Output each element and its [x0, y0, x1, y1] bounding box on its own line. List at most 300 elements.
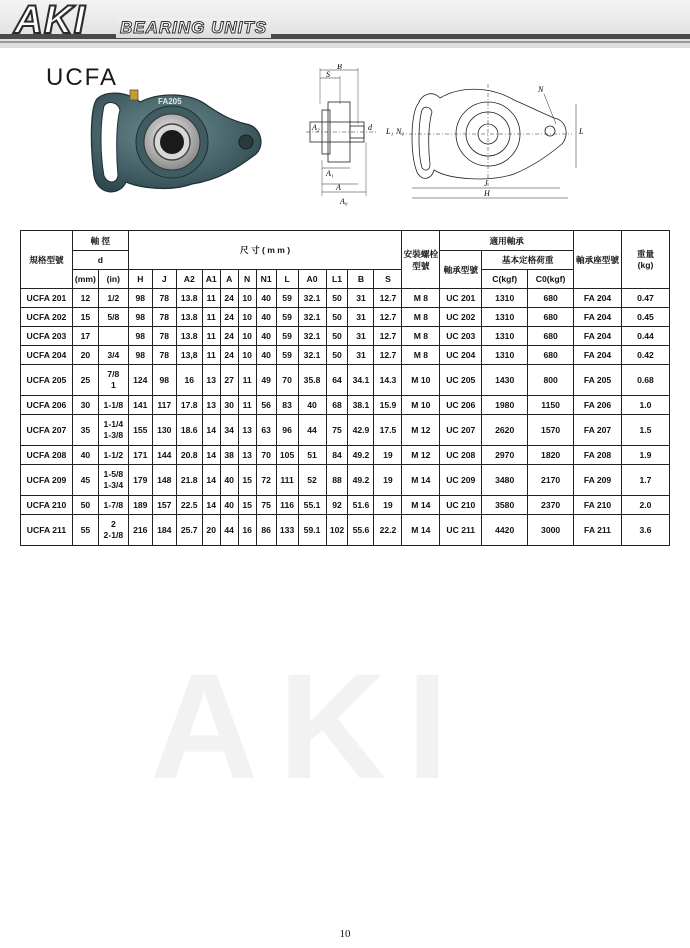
cell-n1: 49: [256, 365, 276, 396]
cell-l1: 50: [326, 289, 348, 308]
cell-h: 124: [128, 365, 152, 396]
dim-label-A2: A₂: [312, 123, 320, 132]
cell-n1: 40: [256, 289, 276, 308]
cell-mm: 45: [72, 465, 98, 496]
cell-c: 1310: [482, 327, 528, 346]
cell-mm: 15: [72, 308, 98, 327]
table-row: [21, 465, 670, 496]
cell-in: 1/2: [98, 289, 128, 308]
cell-l: 59: [276, 308, 298, 327]
cell-b: 31: [348, 289, 374, 308]
cell-a0: 32.1: [298, 308, 326, 327]
cell-a0: 32.1: [298, 346, 326, 365]
cell-mm: 17: [72, 327, 98, 346]
cell-c0: 2170: [528, 465, 574, 496]
cell-h: 98: [128, 346, 152, 365]
cell-in: [98, 365, 128, 396]
cell-model: UCFA 203: [21, 327, 73, 346]
cell-b: 51.6: [348, 496, 374, 515]
dim-label-H: H: [484, 189, 490, 198]
cell-a0: 32.1: [298, 327, 326, 346]
cell-j: 98: [152, 365, 176, 396]
cell-mm: 20: [72, 346, 98, 365]
table-row: [21, 289, 670, 308]
cell-a0: 35.8: [298, 365, 326, 396]
cell-c0: 680: [528, 289, 574, 308]
cell-s: 12.7: [374, 308, 402, 327]
cell-c0: 680: [528, 308, 574, 327]
cell-a: 24: [220, 308, 238, 327]
header-dimensions: 尺 寸 ( m m ): [128, 231, 402, 270]
dim-label-B: B: [337, 64, 342, 71]
cell-in-line1: 1-1/4: [103, 419, 124, 429]
cell-h: 189: [128, 496, 152, 515]
cell-a1: 20: [202, 515, 220, 546]
cell-n1: 63: [256, 415, 276, 446]
cell-bearing: UC 205: [440, 365, 482, 396]
cell-h: 98: [128, 308, 152, 327]
cell-n: 10: [238, 308, 256, 327]
cell-a2: 25.7: [176, 515, 202, 546]
cell-in: [98, 327, 128, 346]
cell-model: UCFA 211: [21, 515, 73, 546]
cell-weight: 1.5: [621, 415, 669, 446]
cell-a2: 22.5: [176, 496, 202, 515]
cell-mm: 50: [72, 496, 98, 515]
cell-bearing: UC 208: [440, 446, 482, 465]
cell-j: 184: [152, 515, 176, 546]
cell-s: 15.9: [374, 396, 402, 415]
cell-bolt: M 10: [402, 365, 440, 396]
cell-a: 44: [220, 515, 238, 546]
cell-b: 42.9: [348, 415, 374, 446]
cell-a2: 18.6: [176, 415, 202, 446]
cell-s: 19: [374, 496, 402, 515]
cell-l: 111: [276, 465, 298, 496]
cell-c0: 680: [528, 346, 574, 365]
cell-l1: 50: [326, 327, 348, 346]
cell-a0: 51: [298, 446, 326, 465]
cell-mm: 35: [72, 415, 98, 446]
cell-in: [98, 465, 128, 496]
cell-bearing: UC 211: [440, 515, 482, 546]
cell-mm: 30: [72, 396, 98, 415]
dim-label-L: L: [579, 127, 584, 136]
cell-bolt: M 8: [402, 346, 440, 365]
cell-bolt: M 8: [402, 327, 440, 346]
cell-a2: 21.8: [176, 465, 202, 496]
cell-bolt: M 12: [402, 446, 440, 465]
header-banner: [0, 0, 690, 48]
table-row: [21, 365, 670, 396]
header-rating: 基本定格荷重: [482, 251, 574, 270]
cell-a1: 14: [202, 415, 220, 446]
cell-housing: FA 206: [574, 396, 622, 415]
cell-s: 19: [374, 446, 402, 465]
cell-j: 130: [152, 415, 176, 446]
cell-housing: FA 205: [574, 365, 622, 396]
cell-in: 5/8: [98, 308, 128, 327]
cell-c0: 1820: [528, 446, 574, 465]
cell-s: 12.7: [374, 327, 402, 346]
spec-table: [20, 230, 670, 546]
cell-a2: 16: [176, 365, 202, 396]
cell-a1: 11: [202, 346, 220, 365]
model-title: UCFA: [46, 64, 119, 91]
cell-h: 171: [128, 446, 152, 465]
header-A: A: [220, 270, 238, 289]
cell-c: 1980: [482, 396, 528, 415]
cell-bolt: M 12: [402, 415, 440, 446]
cell-s: 14.3: [374, 365, 402, 396]
cell-a2: 13.8: [176, 289, 202, 308]
watermark: AKI: [150, 642, 469, 810]
cell-b: 38.1: [348, 396, 374, 415]
cell-h: 98: [128, 289, 152, 308]
cell-c: 1310: [482, 308, 528, 327]
cell-b: 31: [348, 308, 374, 327]
cell-c: 1310: [482, 289, 528, 308]
cell-in-line2: 1-3/4: [103, 480, 124, 490]
cell-h: 155: [128, 415, 152, 446]
header-c0: C0(kgf): [528, 270, 574, 289]
cell-n1: 40: [256, 327, 276, 346]
cell-weight: 0.68: [621, 365, 669, 396]
cell-h: 141: [128, 396, 152, 415]
cell-weight: 3.6: [621, 515, 669, 546]
cell-l1: 50: [326, 308, 348, 327]
cell-weight: 0.47: [621, 289, 669, 308]
cell-l: 96: [276, 415, 298, 446]
cell-s: 22.2: [374, 515, 402, 546]
dim-label-L1: L₁: [386, 127, 394, 136]
cell-weight: 1.7: [621, 465, 669, 496]
cell-b: 31: [348, 327, 374, 346]
cell-bolt: M 14: [402, 496, 440, 515]
cell-n1: 86: [256, 515, 276, 546]
cell-h: 216: [128, 515, 152, 546]
photo-casting-mark: FA205: [158, 97, 182, 106]
cell-a: 24: [220, 327, 238, 346]
header-H: H: [128, 270, 152, 289]
dim-label-S: S: [326, 70, 330, 79]
cell-c0: 800: [528, 365, 574, 396]
cell-model: UCFA 201: [21, 289, 73, 308]
cell-n: 10: [238, 327, 256, 346]
cell-j: 78: [152, 346, 176, 365]
cell-j: 117: [152, 396, 176, 415]
header-L1: L1: [326, 270, 348, 289]
cell-c: 1430: [482, 365, 528, 396]
header-N: N: [238, 270, 256, 289]
cell-bolt: M 14: [402, 465, 440, 496]
cell-l1: 84: [326, 446, 348, 465]
dim-label-A0: A₀: [340, 197, 348, 206]
cell-bolt: M 14: [402, 515, 440, 546]
cell-l1: 50: [326, 346, 348, 365]
cell-bolt: M 10: [402, 396, 440, 415]
cell-a1: 11: [202, 289, 220, 308]
header-A1: A1: [202, 270, 220, 289]
cell-a1: 13: [202, 396, 220, 415]
cell-l: 133: [276, 515, 298, 546]
table-row: [21, 446, 670, 465]
cell-weight: 2.0: [621, 496, 669, 515]
cell-in-line2: 2-1/8: [103, 530, 124, 540]
dim-label-J: J: [484, 179, 488, 188]
cell-n1: 40: [256, 308, 276, 327]
cell-housing: FA 204: [574, 308, 622, 327]
cell-n: 10: [238, 289, 256, 308]
cell-model: UCFA 205: [21, 365, 73, 396]
cell-l1: 88: [326, 465, 348, 496]
spec-table-body: [21, 289, 670, 546]
cell-n: 10: [238, 346, 256, 365]
cell-j: 144: [152, 446, 176, 465]
header-in: (in): [98, 270, 128, 289]
cell-c: 2620: [482, 415, 528, 446]
cell-a2: 13,8: [176, 346, 202, 365]
cell-bearing: UC 209: [440, 465, 482, 496]
header-L: L: [276, 270, 298, 289]
cell-a0: 40: [298, 396, 326, 415]
header-B: B: [348, 270, 374, 289]
banner-rule-thin: [0, 41, 690, 43]
cell-bearing: UC 206: [440, 396, 482, 415]
cell-weight: 0.42: [621, 346, 669, 365]
dim-label-d: d: [368, 123, 372, 132]
cell-l: 59: [276, 346, 298, 365]
cell-a0: 55.1: [298, 496, 326, 515]
header-mm: (mm): [72, 270, 98, 289]
cell-s: 19: [374, 465, 402, 496]
header-S: S: [374, 270, 402, 289]
cell-weight: 0.45: [621, 308, 669, 327]
cell-housing: FA 204: [574, 289, 622, 308]
cell-a: 27: [220, 365, 238, 396]
cell-b: 55.6: [348, 515, 374, 546]
cell-mm: 55: [72, 515, 98, 546]
cell-in: [98, 415, 128, 446]
cell-bearing: UC 207: [440, 415, 482, 446]
cell-bearing: UC 203: [440, 327, 482, 346]
cell-b: 49.2: [348, 465, 374, 496]
cell-j: 78: [152, 289, 176, 308]
cell-weight: 1.0: [621, 396, 669, 415]
cell-a: 30: [220, 396, 238, 415]
cell-a1: 14: [202, 465, 220, 496]
cell-c: 2970: [482, 446, 528, 465]
cell-s: 12.7: [374, 346, 402, 365]
cell-in-line1: 7/8: [107, 369, 120, 379]
cell-in-line2: 1-3/8: [103, 430, 124, 440]
brand-tagline: BEARING UNITS: [116, 18, 271, 38]
brand-logo: AKI: [14, 0, 86, 42]
header-A2: A2: [176, 270, 202, 289]
cell-l: 59: [276, 289, 298, 308]
cell-c0: 1570: [528, 415, 574, 446]
cell-h: 179: [128, 465, 152, 496]
cell-mm: 40: [72, 446, 98, 465]
cell-j: 157: [152, 496, 176, 515]
cell-j: 148: [152, 465, 176, 496]
header-housing: 軸承座型號: [574, 231, 622, 289]
cell-a: 24: [220, 346, 238, 365]
cell-j: 78: [152, 308, 176, 327]
cell-l1: 92: [326, 496, 348, 515]
cell-a: 40: [220, 496, 238, 515]
cell-housing: FA 204: [574, 327, 622, 346]
table-row: [21, 415, 670, 446]
cell-j: 78: [152, 327, 176, 346]
cell-a1: 11: [202, 327, 220, 346]
header-bearing-group: 適用軸承: [440, 231, 574, 251]
table-row: [21, 496, 670, 515]
cell-n: 13: [238, 446, 256, 465]
cell-l: 105: [276, 446, 298, 465]
cell-a: 40: [220, 465, 238, 496]
cell-l: 59: [276, 327, 298, 346]
cell-a1: 14: [202, 496, 220, 515]
header-d: d: [72, 251, 128, 270]
page-number: 10: [339, 928, 351, 940]
header-bolt: 安裝螺栓型號: [402, 231, 440, 289]
cell-housing: FA 204: [574, 346, 622, 365]
cell-s: 17.5: [374, 415, 402, 446]
cell-housing: FA 211: [574, 515, 622, 546]
cell-model: UCFA 204: [21, 346, 73, 365]
cell-c0: 1150: [528, 396, 574, 415]
cell-model: UCFA 210: [21, 496, 73, 515]
product-photo: [80, 84, 270, 204]
header-weight: 重量 (kg): [621, 231, 669, 289]
cell-b: 49.2: [348, 446, 374, 465]
cell-l1: 75: [326, 415, 348, 446]
cell-bolt: M 8: [402, 308, 440, 327]
cell-bearing: UC 201: [440, 289, 482, 308]
table-row: [21, 346, 670, 365]
cell-n1: 56: [256, 396, 276, 415]
cell-a0: 59.1: [298, 515, 326, 546]
cell-a1: 14: [202, 446, 220, 465]
header-model: 規格型號: [21, 231, 73, 289]
cell-n: 15: [238, 496, 256, 515]
cell-model: UCFA 206: [21, 396, 73, 415]
cell-a0: 52: [298, 465, 326, 496]
cell-c: 3480: [482, 465, 528, 496]
header-bearing: 軸承型號: [440, 251, 482, 289]
table-row: [21, 327, 670, 346]
cell-bearing: UC 210: [440, 496, 482, 515]
cell-weight: 1.9: [621, 446, 669, 465]
cell-c0: 3000: [528, 515, 574, 546]
cell-s: 12.7: [374, 289, 402, 308]
cell-n1: 75: [256, 496, 276, 515]
cell-in: [98, 515, 128, 546]
cell-model: UCFA 208: [21, 446, 73, 465]
cell-housing: FA 209: [574, 465, 622, 496]
banner-rule: [0, 34, 690, 39]
dim-label-N: N: [538, 85, 544, 94]
table-row: [21, 396, 670, 415]
cell-housing: FA 210: [574, 496, 622, 515]
cell-l: 83: [276, 396, 298, 415]
cell-c: 4420: [482, 515, 528, 546]
cell-l: 116: [276, 496, 298, 515]
cell-a2: 13.8: [176, 308, 202, 327]
cell-c0: 2370: [528, 496, 574, 515]
cell-a: 34: [220, 415, 238, 446]
cell-l: 70: [276, 365, 298, 396]
cell-n: 11: [238, 365, 256, 396]
technical-drawing: [300, 64, 590, 214]
cell-c0: 680: [528, 327, 574, 346]
cell-housing: FA 207: [574, 415, 622, 446]
cell-in: 3/4: [98, 346, 128, 365]
cell-mm: 12: [72, 289, 98, 308]
cell-l1: 64: [326, 365, 348, 396]
cell-in-line1: 2: [110, 519, 116, 529]
cell-n: 13: [238, 415, 256, 446]
cell-a2: 17.8: [176, 396, 202, 415]
cell-n: 16: [238, 515, 256, 546]
dim-label-N1: N₁: [396, 127, 405, 136]
table-row: [21, 308, 670, 327]
cell-weight: 0.44: [621, 327, 669, 346]
cell-a2: 20.8: [176, 446, 202, 465]
cell-a: 38: [220, 446, 238, 465]
cell-mm: 25: [72, 365, 98, 396]
cell-a2: 13.8: [176, 327, 202, 346]
dim-label-A: A: [336, 183, 341, 192]
cell-a1: 13: [202, 365, 220, 396]
table-row: [21, 515, 670, 546]
cell-bearing: UC 204: [440, 346, 482, 365]
header-A0: A0: [298, 270, 326, 289]
cell-a: 24: [220, 289, 238, 308]
cell-bolt: M 8: [402, 289, 440, 308]
cell-n1: 70: [256, 446, 276, 465]
header-c: C(kgf): [482, 270, 528, 289]
cell-bearing: UC 202: [440, 308, 482, 327]
cell-n1: 40: [256, 346, 276, 365]
cell-a0: 32.1: [298, 289, 326, 308]
cell-in: 1-7/8: [98, 496, 128, 515]
header-N1: N1: [256, 270, 276, 289]
cell-l1: 68: [326, 396, 348, 415]
cell-a0: 44: [298, 415, 326, 446]
cell-n: 11: [238, 396, 256, 415]
cell-model: UCFA 202: [21, 308, 73, 327]
cell-model: UCFA 209: [21, 465, 73, 496]
cell-c: 1310: [482, 346, 528, 365]
dim-label-A1: A₁: [326, 169, 334, 178]
cell-in-line2: 1: [110, 380, 116, 390]
header-shaft: 軸 徑: [72, 231, 128, 251]
cell-l1: 102: [326, 515, 348, 546]
cell-in-line1: 1-5/8: [103, 469, 124, 479]
header-J: J: [152, 270, 176, 289]
cell-h: 98: [128, 327, 152, 346]
cell-in: 1-1/8: [98, 396, 128, 415]
cell-a1: 11: [202, 308, 220, 327]
cell-b: 34.1: [348, 365, 374, 396]
cell-n: 15: [238, 465, 256, 496]
cell-model: UCFA 207: [21, 415, 73, 446]
cell-in: 1-1/2: [98, 446, 128, 465]
cell-housing: FA 208: [574, 446, 622, 465]
cell-b: 31: [348, 346, 374, 365]
